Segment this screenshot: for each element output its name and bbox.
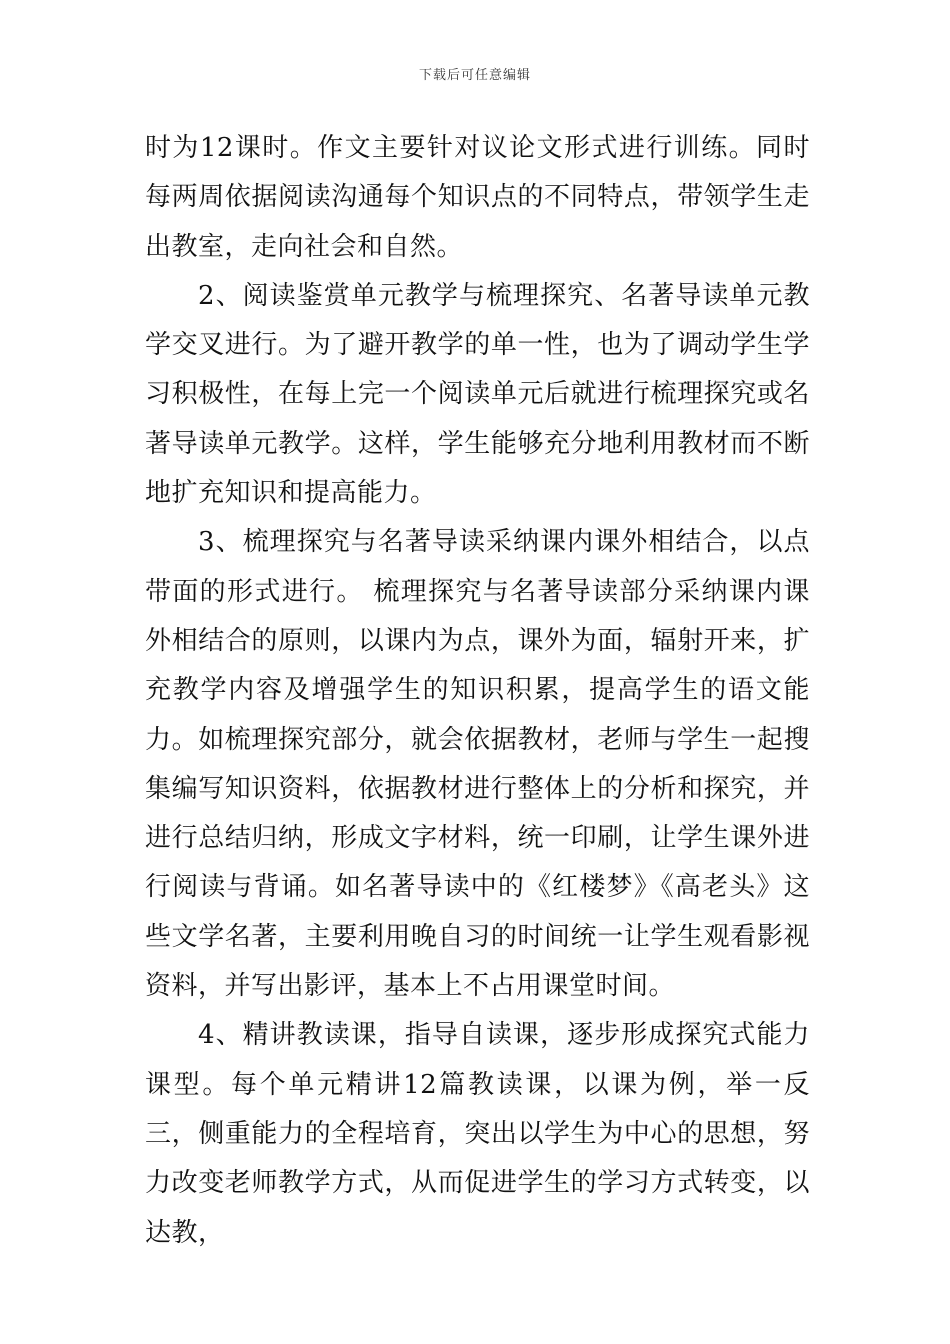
- paragraph-3: 3、梳理探究与名著导读采纳课内课外相结合，以点带面的形式进行。 梳理探究与名著导读部分采纳课内课外相结合的原则，以课内为点，课外为面，辐射开来，扩充教学内容及增强学生的知识积累，提高学生的语文能力。如梳理探究部分，就会依据教材，老师与学生一起搜集编写知识资料，依据教材进行整体上的分析和探究，并进行总结归纳，形成文字材料，统一印刷，让学生课外进行阅读与背诵。如名著导读中的《红楼梦》《高老头》这些文学名著，主要利用晚自习的时间统一让学生观看影视资料，并写出影评，基本上不占用课堂时间。: [145, 527, 810, 1002]
- document-body: [145, 124, 810, 1258]
- paragraph-continued: 时为12课时。作文主要针对议论文形式进行训练。同时每两周依据阅读沟通每个知识点的不同特点，带领学生走出教室，走向社会和自然。: [145, 133, 810, 262]
- paragraph-2: 2、阅读鉴赏单元教学与梳理探究、名著导读单元教学交叉进行。为了避开教学的单一性，也为了调动学生学习积极性，在每上完一个阅读单元后就进行梳理探究或名著导读单元教学。这样，学生能够充分地利用教材而不断地扩充知识和提高能力。: [145, 280, 810, 509]
- paragraph-4: 4、精讲教读课，指导自读课，逐步形成探究式能力课型。每个单元精讲12篇教读课，以课为例，举一反三，侧重能力的全程培育，突出以学生为中心的思想，努力改变老师教学方式，从而促进学生的学习方式转变，以达教，: [145, 1020, 810, 1248]
- page-header: 下载后可任意编辑: [418, 68, 531, 83]
